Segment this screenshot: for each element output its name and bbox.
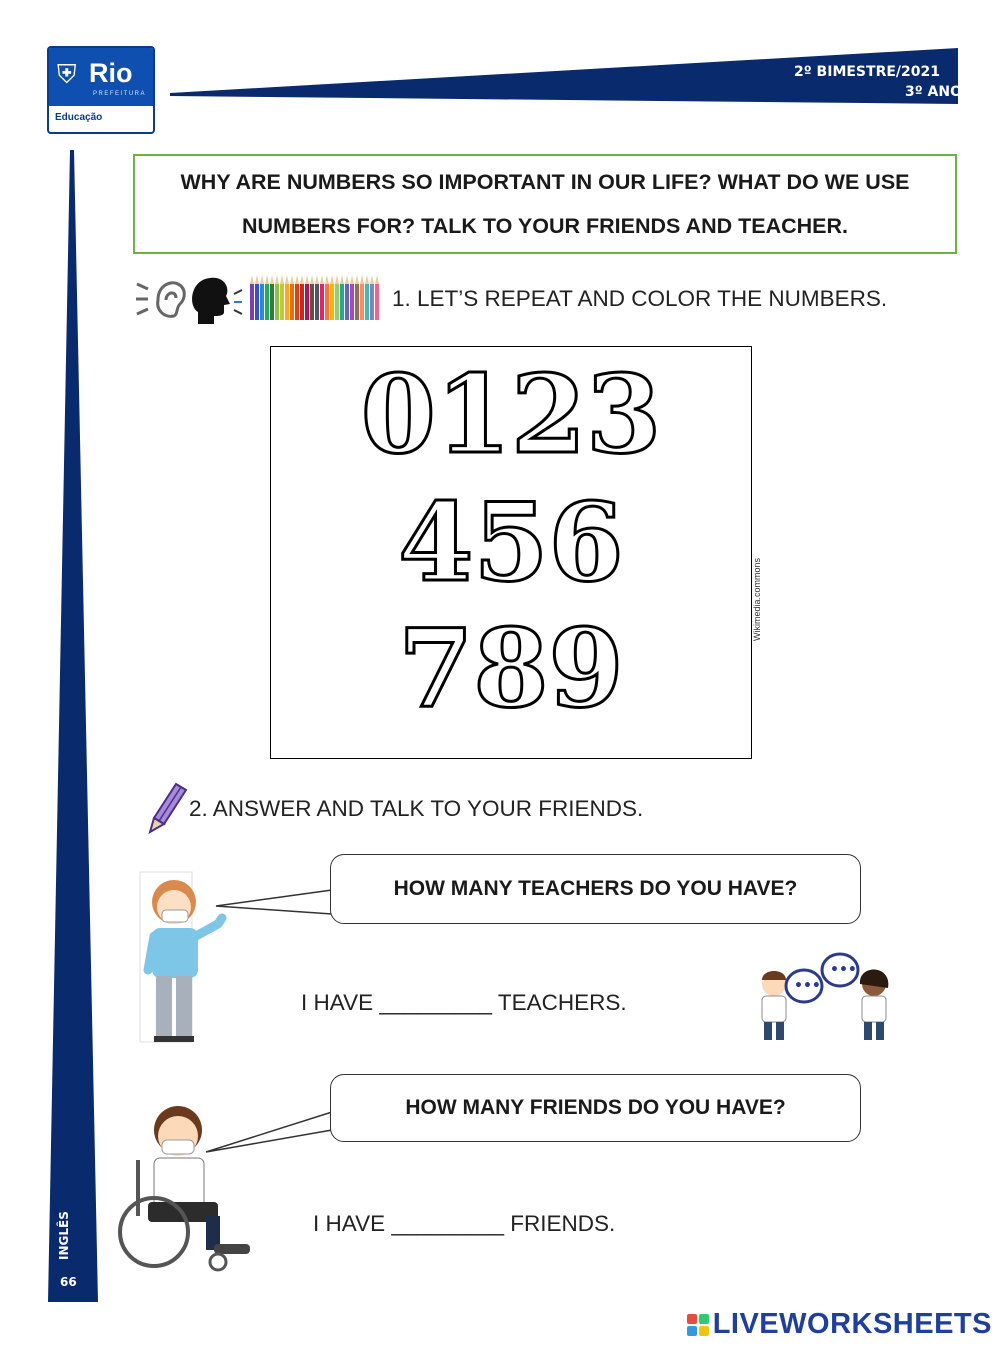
subject-label: INGLÊS — [57, 1211, 71, 1260]
teacher-question-bubble — [330, 854, 861, 924]
pencil-icon — [146, 778, 188, 834]
bubble-tail-2 — [204, 1108, 334, 1156]
colored-pencils-icon — [248, 272, 384, 324]
image-credit: Wikimedia.commons — [752, 558, 762, 642]
listen-speak-icon — [134, 272, 244, 326]
logo-department: Educação — [55, 112, 103, 123]
speak-icon — [192, 278, 242, 324]
teacher-answer[interactable]: I HAVE _________ TEACHERS. — [301, 990, 627, 1015]
term-label: 2º BIMESTRE/2021 — [794, 64, 940, 80]
logo-subtitle: PREFEITURA — [93, 91, 147, 97]
rio-logo — [47, 46, 155, 134]
discussion-question: WHY ARE NUMBERS SO IMPORTANT IN OUR LIFE? WHAT DO WE USE NUMBERS FOR? TALK TO YOUR FRIENDS AND TEACHER. — [180, 170, 910, 238]
grade-label: 3º ANO — [905, 84, 962, 100]
kids-talking-illustration — [748, 950, 900, 1044]
bubble-tail-1 — [214, 880, 334, 920]
student-question-bubble — [330, 1074, 861, 1142]
friends-answer[interactable]: I HAVE _________ FRIENDS. — [313, 1211, 616, 1236]
number-row-2: 456 — [398, 480, 624, 606]
number-row-1: 0123 — [360, 352, 662, 478]
sidebar-bar — [46, 150, 100, 1302]
numbers-coloring-frame[interactable] — [270, 346, 752, 759]
discussion-question-box — [133, 154, 957, 254]
liveworksheets-logo[interactable] — [687, 1308, 992, 1341]
svg-text:•••: ••• — [794, 978, 821, 994]
page-number: 66 — [60, 1275, 77, 1289]
listen-icon — [136, 283, 184, 317]
exercise2-instruction: 2. ANSWER AND TALK TO YOUR FRIENDS. — [189, 796, 644, 821]
exercise1-instruction: 1. LET’S REPEAT AND COLOR THE NUMBERS. — [392, 286, 888, 311]
crest-icon: ⛨ — [57, 60, 77, 90]
logo-name: Rio — [89, 58, 133, 88]
student-question: HOW MANY FRIENDS DO YOU HAVE? — [405, 1096, 786, 1119]
svg-text:•••: ••• — [830, 962, 857, 978]
number-row-3: 789 — [398, 606, 624, 732]
teacher-question: HOW MANY TEACHERS DO YOU HAVE? — [393, 877, 798, 900]
header-info — [794, 62, 962, 102]
brand-squares-icon — [687, 1314, 709, 1336]
brand-name: LIVEWORKSHEETS — [712, 1308, 992, 1340]
